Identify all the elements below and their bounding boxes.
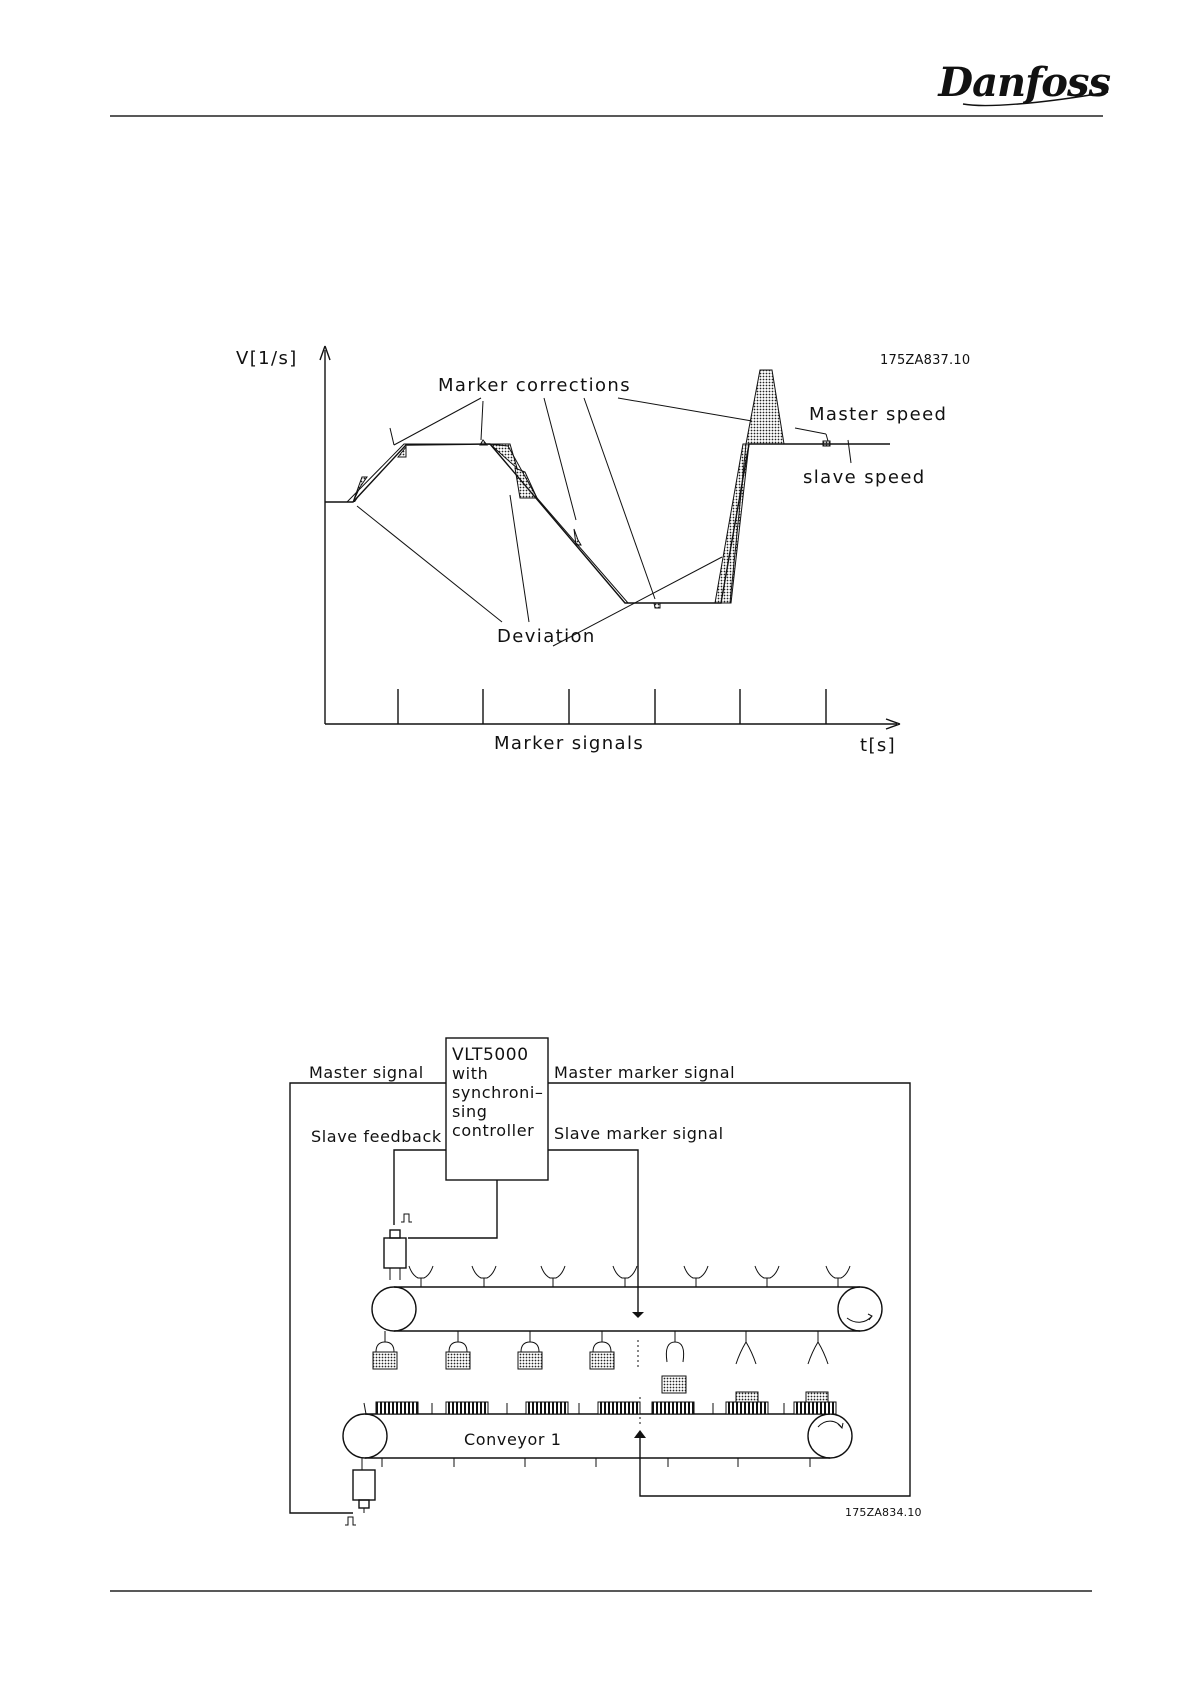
slave-marker-sensor-arrow <box>632 1312 644 1318</box>
slave-feedback-line <box>394 1150 446 1225</box>
controller-line2: with <box>452 1064 489 1083</box>
controller-line4: sing <box>452 1102 488 1121</box>
controller-line3: synchroni– <box>452 1083 544 1102</box>
slave-encoder <box>384 1214 412 1280</box>
gripper-belt <box>372 1287 882 1331</box>
controller-title: VLT5000 <box>452 1045 529 1065</box>
master-speed-label: Master speed <box>809 404 948 425</box>
y-axis-label: V[1/s] <box>236 348 298 369</box>
brand-logo-text: Danfoss <box>938 59 1110 106</box>
top-cups <box>409 1266 850 1287</box>
slave-speed-label: slave speed <box>803 467 926 488</box>
speed-chart <box>236 346 970 756</box>
chart1-code: 175ZA837.10 <box>880 353 971 368</box>
deviation-leaders <box>357 495 722 646</box>
master-signal-label: Master signal <box>309 1063 424 1082</box>
sync-system-diagram <box>290 1038 922 1525</box>
danfoss-logo <box>937 59 1110 106</box>
master-marker-sensor-arrow <box>634 1430 646 1438</box>
bottom-grippers <box>373 1331 828 1369</box>
deviation-areas <box>353 370 830 608</box>
marker-corrections-leaders <box>390 398 752 599</box>
master-signal-line <box>290 1083 446 1513</box>
marker-corrections-label: Marker corrections <box>438 375 631 396</box>
conveyor-label: Conveyor 1 <box>464 1430 562 1449</box>
controller-drive-line <box>408 1180 497 1238</box>
master-encoder <box>345 1458 375 1525</box>
deviation-label: Deviation <box>497 626 596 647</box>
x-axis-label: t[s] <box>860 735 897 756</box>
diagram2-code: 175ZA834.10 <box>845 1506 922 1519</box>
marker-signal-ticks <box>398 689 826 724</box>
conveyor-1 <box>343 1376 852 1467</box>
slave-marker-signal-label: Slave marker signal <box>554 1124 724 1143</box>
marker-signals-label: Marker signals <box>494 733 645 754</box>
controller-line5: controller <box>452 1121 535 1140</box>
master-marker-signal-label: Master marker signal <box>554 1063 736 1082</box>
slave-feedback-label: Slave feedback <box>311 1127 442 1146</box>
master-speed-leader <box>795 428 826 434</box>
master-marker-signal-line <box>548 1083 910 1496</box>
